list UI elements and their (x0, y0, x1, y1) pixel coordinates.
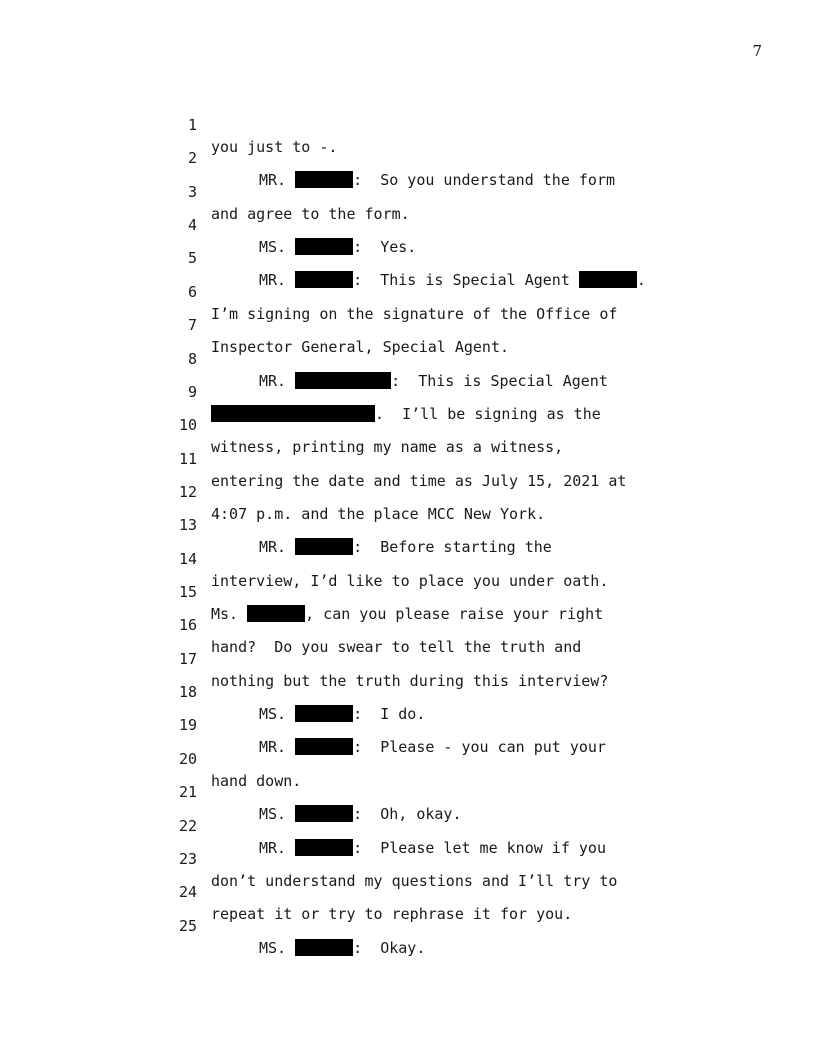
line-text: Inspector General, Special Agent. (211, 338, 510, 357)
transcript-line (0, 526, 816, 590)
line-text: entering the date and time as July 15, 2021 at (211, 471, 627, 490)
transcript-line (0, 159, 816, 223)
line-number: 12 (178, 482, 197, 501)
line-number: 14 (178, 549, 197, 568)
line-text: witness, printing my name as a witness, (211, 438, 564, 457)
transcript-line (0, 859, 816, 924)
line-text: MR. : This is Special Agent . (259, 271, 646, 290)
transcript-body (0, 92, 816, 957)
transcript-line (0, 793, 816, 857)
transcript-line (0, 759, 816, 824)
line-text: MR. : So you understand the form (259, 171, 616, 190)
transcript-line (0, 359, 816, 423)
redaction-box (295, 939, 353, 956)
line-number: 4 (187, 216, 197, 235)
line-text: Ms. , can you please raise your right (211, 605, 604, 624)
line-number: 17 (178, 649, 197, 668)
transcript-line (0, 492, 816, 557)
transcript-line (0, 893, 816, 957)
transcript-line (0, 559, 816, 624)
line-text: MS. : Okay. (259, 938, 426, 957)
line-number: 2 (187, 149, 197, 168)
line-number: 8 (187, 349, 197, 368)
line-number: 1 (187, 116, 197, 134)
line-text: you just to -. (211, 138, 338, 156)
transcript-line (0, 726, 816, 790)
line-text: MR. : Please let me know if you (259, 838, 606, 857)
line-number: 6 (187, 282, 197, 301)
line-number: 5 (187, 249, 197, 268)
line-text: 4:07 p.m. and the place MCC New York. (211, 504, 546, 523)
transcript-line (0, 826, 816, 890)
line-number: 21 (178, 783, 197, 802)
transcript-line (0, 192, 816, 257)
line-number: 16 (178, 616, 197, 635)
line-text: repeat it or try to rephrase it for you. (211, 905, 573, 924)
line-text: don’t understand my questions and I’ll try to (211, 871, 618, 890)
line-text: MR. : This is Special Agent (259, 371, 608, 390)
line-text: interview, I’d like to place you under oath. (211, 571, 609, 590)
line-number: 24 (178, 883, 197, 902)
line-text: MS. : I do. (259, 705, 426, 724)
transcript-line (0, 326, 816, 390)
line-number: 10 (178, 416, 197, 435)
line-text: MR. : Please - you can put your (259, 738, 606, 757)
line-text: MR. : Before starting the (259, 538, 552, 557)
line-number: 11 (178, 449, 197, 468)
line-text: hand? Do you swear to tell the truth and (211, 638, 582, 657)
transcript-line (0, 392, 816, 457)
line-number: 19 (178, 716, 197, 735)
transcript-line (0, 692, 816, 757)
line-text: MS. : Yes. (259, 238, 417, 257)
line-number: 20 (178, 749, 197, 768)
transcript-line (0, 459, 816, 523)
line-text: . I’ll be signing as the (211, 403, 601, 425)
transcript-line (0, 292, 816, 357)
line-number: 15 (178, 583, 197, 602)
page-number: 7 (752, 42, 762, 60)
line-number: 13 (178, 516, 197, 535)
transcript-line (0, 259, 816, 323)
transcript-line (0, 125, 816, 190)
transcript-line (0, 92, 816, 156)
transcript-line (0, 225, 816, 290)
transcript-line (0, 659, 816, 724)
line-number: 22 (178, 816, 197, 835)
line-text: nothing but the truth during this interview? (211, 671, 609, 690)
line-number: 3 (187, 182, 197, 201)
line-text: and agree to the form. (211, 204, 410, 223)
line-number: 18 (178, 683, 197, 702)
transcript-line (0, 426, 816, 490)
line-text: MS. : Oh, okay. (259, 805, 462, 824)
line-number: 9 (187, 382, 197, 401)
line-text: I’m signing on the signature of the Office of (211, 304, 618, 323)
transcript-line (0, 592, 816, 657)
line-number: 25 (178, 916, 197, 935)
transcript-line (0, 626, 816, 690)
line-text: hand down. (211, 771, 302, 790)
line-number: 23 (178, 849, 197, 868)
line-number: 7 (187, 316, 197, 335)
